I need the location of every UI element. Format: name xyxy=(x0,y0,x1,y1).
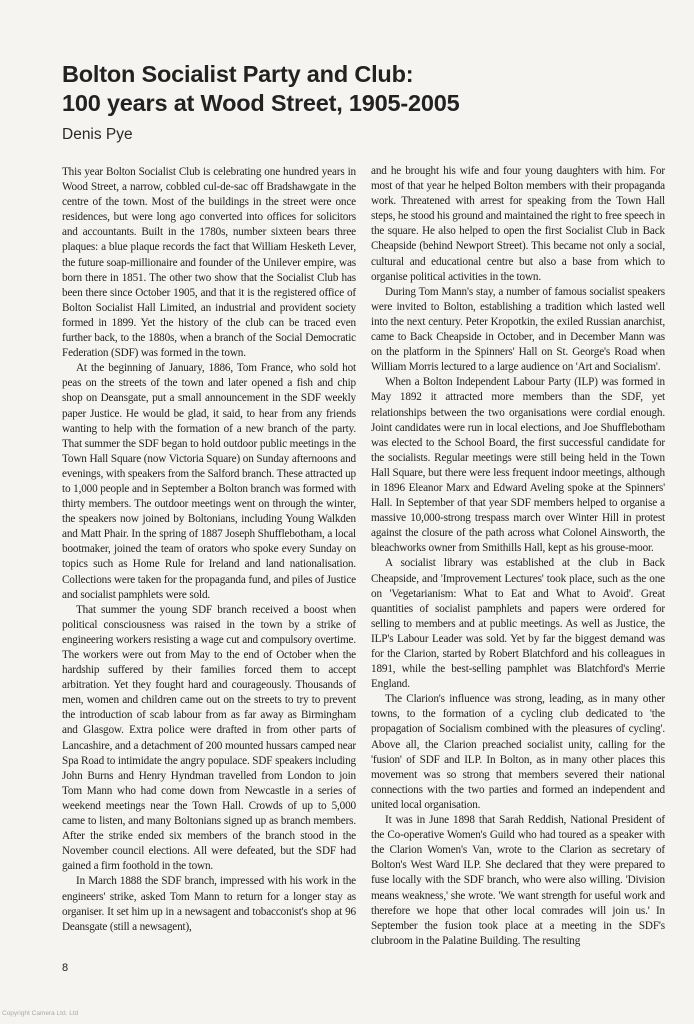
paragraph: A socialist library was established at the club in Back Cheapside, and 'Improvement Lectures' took place, such as the one on 'Vegetarianism: What to Eat and What to Avoid'. Great quantities of socialist pamphlets and papers were ordered for selling to members and at public meetings. As well as Justice, the ILP's Labour Leader was sold. Yet by far the biggest demand was for the Clarion, started by Robert Blatchford and his colleagues in 1891, while the best-selling pamphlet was Blatchford's Merrie England. xyxy=(371,557,665,691)
page-number: 8 xyxy=(62,962,69,974)
article-title xyxy=(62,60,662,118)
paragraph: This year Bolton Socialist Club is celebrating one hundred years in Wood Street, a narrow, cobbled cul-de-sac off Bradshawgate in the centre of the town. Most of the buildings in the street were once residences, but were long ago converted into offices for solicitors and accountants. Built in the 1780s, number sixteen bears three plaques: a blue plaque records the fact that William Hesketh Lever, the future soap-millionaire and founder of the Unilever empire, was born there in 1851. The other two show that the Socialist Club has been there since October 1905, and that it is the registered office of Bolton Socialist Hall Limited, an industrial and provident society formed in 1899. Yet the history of the club can be traced even further back, to the 1880s, when a branch of the Social Democratic Federation (SDF) was formed in the town. xyxy=(62,166,356,360)
article-author: Denis Pye xyxy=(62,126,133,143)
article-title-line-1: Bolton Socialist Party and Club: xyxy=(62,61,414,87)
paragraph: At the beginning of January, 1886, Tom France, who sold hot peas on the streets of the town and later opened a fish and chip shop on Deansgate, put a small announcement in the SDF weekly paper Justice. He would be glad, it said, to hear from any friends wanting to help with the formation of a new branch of the party. That summer the SDF began to hold outdoor public meetings in the Town Hall Square (now Victoria Square) on Sunday afternoons and evenings, with speakers from the Salford branch. These attracted up to 1,000 people and in September a Bolton branch was formed with thirty members. The outdoor meetings went on through the winter, the speakers now joined by Boltonians, including Young Walkden and Matt Phair. In the spring of 1887 Joseph Shufflebotham, a local bootmaker, joined the team of orators who spoke every Sunday on topics such as Home Rule for Ireland and land nationalisation. Collections were taken for the propaganda fund, and piles of Justice and socialist pamphlets were sold. xyxy=(62,362,356,601)
paragraph: When a Bolton Independent Labour Party (ILP) was formed in May 1892 it attracted more members than the SDF, yet relationships between the two organisations were cordial enough. Joint candidates were run in local elections, and Joe Shufflebotham was elected to the School Board, the first successful candidate for the socialists. Regular meetings were still being held in the Town Hall Square, but there were less frequent indoor meetings, although in 1896 Eleanor Marx and Edward Aveling spoke at the Spinners' Hall. In September of that year SDF members helped to organise a massive 10,000-strong trespass march over Winter Hill in protest against the closure of the path across what Colonel Ainsworth, the bleachworks owner from Smithills Hall, kept as his grouse-moor. xyxy=(371,376,665,555)
copyright-watermark: Copyright Camera Ltd. Ltd xyxy=(2,1010,79,1017)
paragraph: During Tom Mann's stay, a number of famous socialist speakers were invited to Bolton, establishing a tradition which lasted well into the next century. Peter Kropotkin, the exiled Russian anarchist, came to Back Cheapside in October, and in December Mann was on the platform in the Spinners' Hall on St. George's Road when William Morris lectured to a large audience on 'Art and Socialism'. xyxy=(371,285,665,374)
paragraph: That summer the young SDF branch received a boost when political consciousness was raised in the town by a strike of engineering workers resisting a wage cut and compulsory overtime. The workers were out from May to the end of October when the hardship suffered by their families forced them to accept arbitration. Yet they fought hard and courageously. Thousands of men, women and children came out on the streets to try to prevent the introduction of scab labour from as far away as Birmingham and Glasgow. Extra police were drafted in from other parts of Lancashire, and a detachment of 200 mounted hussars camped near Spa Road to intimidate the angry populace. SDF speakers including John Burns and Henry Hyndman travelled from London to join Tom Mann who had come down from Newcastle in a series of weekend meetings near the Town Hall. Crowds of up to 5,000 came to listen, and many Boltonians signed up as branch members. After the strike ended six members of the branch stood in the November council elections. All were defeated, but the SDF had gained a firm foothold in the town. xyxy=(62,603,356,873)
paragraph: and he brought his wife and four young daughters with him. For most of that year he helped Bolton members with their propaganda work. Threatened with arrest for speaking from the Town Hall steps, he stood his ground and maintained the right to free speech in the square. He also helped to open the first Socialist Club in Back Cheapside (behind Newport Street). This became not only a social, cultural and educational centre but also a base from which to organise political activities in the town. xyxy=(371,165,665,283)
text-column-left xyxy=(62,165,356,935)
paragraph: In March 1888 the SDF branch, impressed with his work in the engineers' strike, asked Tom Mann to return for a longer stay as organiser. It set him up in a newsagent and tobacconist's shop at 96 Deansgate (still a newsagent), xyxy=(62,875,356,933)
paragraph: It was in June 1898 that Sarah Reddish, National President of the Co-operative Women's Guild who had toured as a speaker with the Clarion Women's Van, wrote to the Clarion as secretary of Bolton's West Ward ILP. She declared that they were prepared to fuse locally with the SDF branch, who were also willing. 'Division means weakness,' she wrote. 'We want strength for useful work and therefore we hope that other local comrades will join us.' In September the fusion took place at a meeting in the SDF's clubroom in the Palatine Building. The resulting xyxy=(371,814,665,947)
article-title-line-2: 100 years at Wood Street, 1905-2005 xyxy=(62,90,460,116)
paragraph: The Clarion's influence was strong, leading, as in many other towns, to the formation of a cycling club dedicated to 'the propagation of Socialism combined with the pleasures of cycling'. Above all, the Clarion preached socialist unity, calling for the 'fusion' of SDF and ILP. In Bolton, as in many other places this movement was so strong that members severed their national connections with the two parties and formed an independent and united local organisation. xyxy=(371,693,665,811)
text-column-right xyxy=(371,164,665,949)
